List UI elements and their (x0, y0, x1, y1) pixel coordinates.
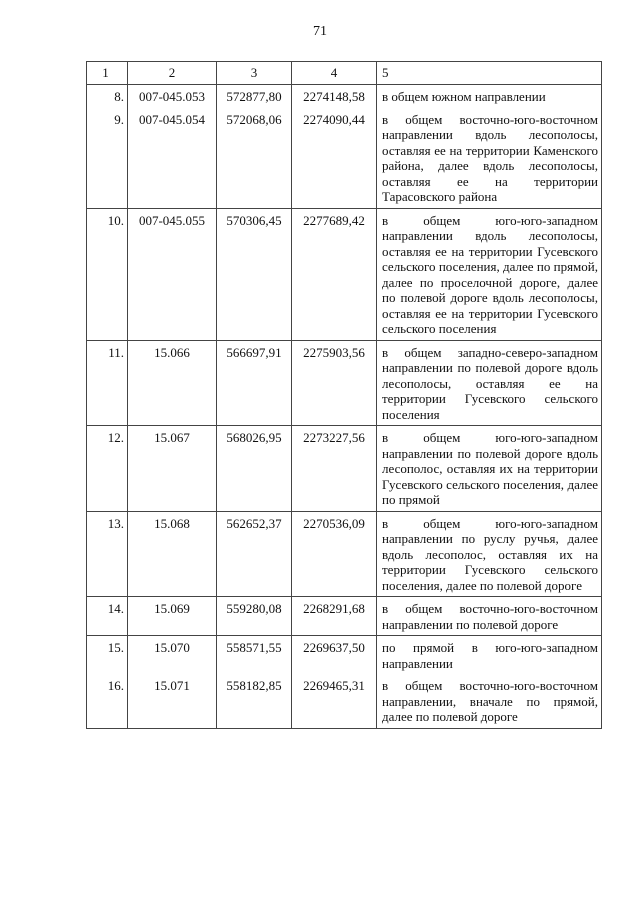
x-coordinate: 559280,08 (217, 597, 292, 636)
table-row (87, 426, 602, 512)
point-id: 15.070 (128, 636, 217, 675)
table-row (87, 674, 602, 728)
column-header: 1 (87, 62, 128, 85)
direction-description: в общем западно-северо-западном направлении по полевой дороге вдоль лесополосы, оставляя ее на территории Гусевского сельского поселения (377, 340, 602, 426)
table-row (87, 85, 602, 108)
x-coordinate: 570306,45 (217, 208, 292, 340)
x-coordinate: 568026,95 (217, 426, 292, 512)
direction-description: по прямой в юго-юго-западном направлении (377, 636, 602, 675)
direction-description: в общем юго-юго-западном направлении по руслу ручья, далее вдоль лесополос, оставляя их на территории Гусевского сельского поселения, далее по полевой дороге (377, 511, 602, 597)
column-header: 3 (217, 62, 292, 85)
table-row (87, 208, 602, 340)
row-number: 15. (87, 636, 128, 675)
column-header: 4 (292, 62, 377, 85)
point-id: 15.068 (128, 511, 217, 597)
table-row (87, 108, 602, 209)
table-row (87, 597, 602, 636)
row-number: 16. (87, 674, 128, 728)
row-number: 14. (87, 597, 128, 636)
point-id: 15.066 (128, 340, 217, 426)
row-number: 9. (87, 108, 128, 209)
direction-description: в общем юго-юго-западном направлении по полевой дороге вдоль лесополос, оставляя их на территории Гусевского сельского поселения, далее по прямой (377, 426, 602, 512)
x-coordinate: 562652,37 (217, 511, 292, 597)
point-id: 15.071 (128, 674, 217, 728)
x-coordinate: 572877,80 (217, 85, 292, 108)
table-row (87, 636, 602, 675)
direction-description: в общем восточно-юго-восточном направлении, вначале по прямой, далее по полевой дороге (377, 674, 602, 728)
point-id: 007-045.055 (128, 208, 217, 340)
y-coordinate: 2270536,09 (292, 511, 377, 597)
column-header: 5 (377, 62, 602, 85)
table-header-row (87, 62, 602, 85)
row-number: 11. (87, 340, 128, 426)
y-coordinate: 2273227,56 (292, 426, 377, 512)
row-number: 8. (87, 85, 128, 108)
row-number: 10. (87, 208, 128, 340)
boundary-points-table (86, 61, 602, 729)
column-header: 2 (128, 62, 217, 85)
y-coordinate: 2277689,42 (292, 208, 377, 340)
row-number: 12. (87, 426, 128, 512)
page-number: 71 (313, 24, 327, 39)
y-coordinate: 2275903,56 (292, 340, 377, 426)
y-coordinate: 2268291,68 (292, 597, 377, 636)
y-coordinate: 2269465,31 (292, 674, 377, 728)
table-row (87, 511, 602, 597)
point-id: 15.069 (128, 597, 217, 636)
direction-description: в общем восточно-юго-восточном направлении по полевой дороге (377, 597, 602, 636)
x-coordinate: 558571,55 (217, 636, 292, 675)
y-coordinate: 2274148,58 (292, 85, 377, 108)
row-number: 13. (87, 511, 128, 597)
point-id: 15.067 (128, 426, 217, 512)
x-coordinate: 558182,85 (217, 674, 292, 728)
direction-description: в общем южном направлении (377, 85, 602, 108)
x-coordinate: 566697,91 (217, 340, 292, 426)
direction-description: в общем юго-юго-западном направлении вдоль лесополосы, оставляя ее на территории Гусевского сельского поселения, далее по прямой, далее по проселочной дороге, далее по полевой дороге вдоль лесополосы, оставляя ее на территории Гусевского сельского поселения (377, 208, 602, 340)
y-coordinate: 2274090,44 (292, 108, 377, 209)
point-id: 007-045.054 (128, 108, 217, 209)
point-id: 007-045.053 (128, 85, 217, 108)
x-coordinate: 572068,06 (217, 108, 292, 209)
table-row (87, 340, 602, 426)
y-coordinate: 2269637,50 (292, 636, 377, 675)
direction-description: в общем восточно-юго-восточном направлении вдоль лесополосы, оставляя ее на территории Каменского района, далее вдоль лесополосы, оставляя ее на территории Тарасовского района (377, 108, 602, 209)
